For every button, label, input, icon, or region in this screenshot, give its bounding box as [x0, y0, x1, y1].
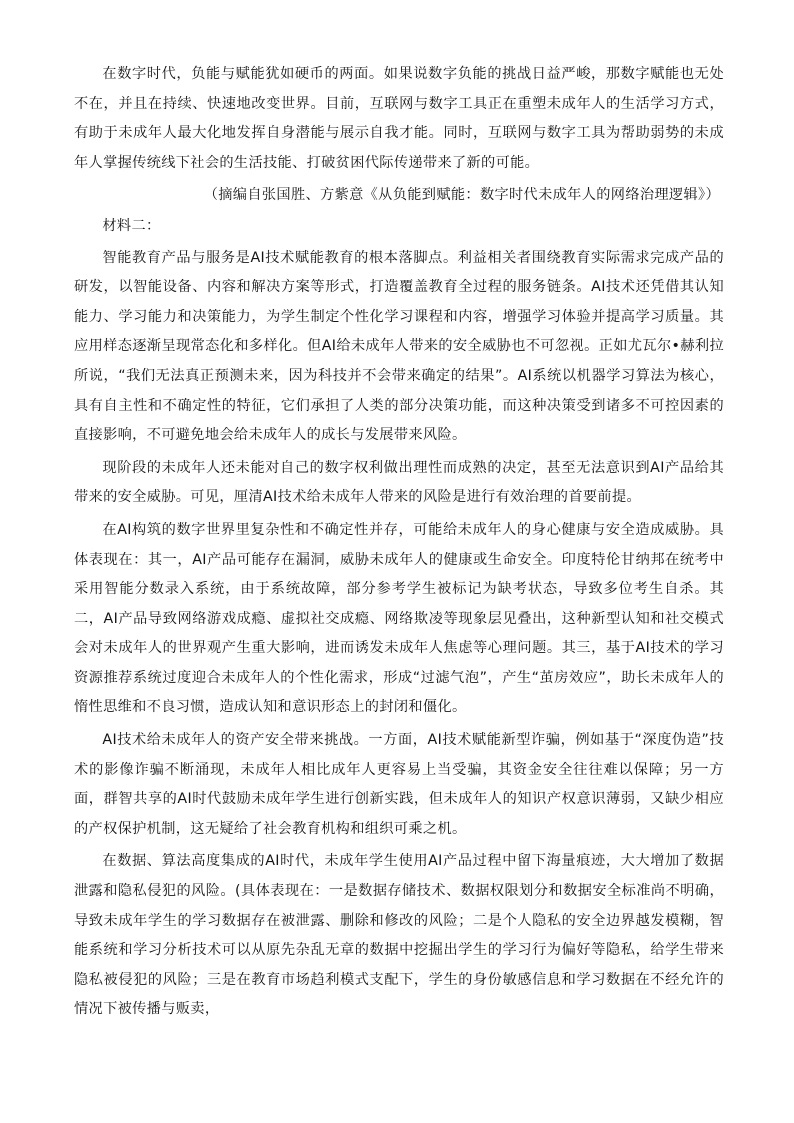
material-two-heading: 材料二：: [102, 217, 161, 234]
paragraph-ai-privacy-risks: 在数据、算法高度集成的AI时代，未成年学生使用AI产品过程中留下海量痕迹，大大增加了数据泄露和隐私侵犯的风险。(具体表现在：一是数据存储技术、数据权限划分和数据安全标准尚不明确，导致未成年学生的学习数据存在被泄露、删除和修改的风险；二是个人隐私的安全边界越发模糊，智能系统和学习分析技术可以从原先杂乱无章的数据中挖掘出学生的学习行为偏好等隐私，给学生带来隐私被侵犯的风险；三是在教育市场趋利模式支配下，学生的身份敏感信息和学习数据在不经允许的情况下被传播与贩卖，: [74, 853, 724, 1018]
paragraph-digital-empowerment: 在数字时代，负能与赋能犹如硬币的两面。如果说数字负能的挑战日益严峻，那数字赋能也无处不在，并且在持续、快速地改变世界。目前，互联网与数字工具正在重塑未成年人的生活学习方式，有助于未成年人最大化地发挥自身潜能与展示自我才能。同时，互联网与数字工具为帮助弱势的未成年人掌握传统线下社会的生活技能、打破贫困代际传递带来了新的可能。: [74, 66, 724, 171]
paragraph-minors-digital-rights: 现阶段的未成年人还未能对自己的数字权利做出理性而成熟的决定，甚至无法意识到AI产品给其带来的安全威胁。可见，厘清AI技术给未成年人带来的风险是进行有效治理的首要前提。: [74, 459, 724, 506]
paragraph-ai-education-products: 智能教育产品与服务是AI技术赋能教育的根本落脚点。利益相关者围绕教育实际需求完成产品的研发，以智能设备、内容和解决方案等形式，打造覆盖教育全过程的服务链条。AI技术还凭借其认知能力、学习能力和决策能力，为学生制定个性化学习课程和内容，增强学习体验并提高学习质量。其应用样态逐渐呈现常态化和多样化。但AI给未成年人带来的安全威胁也不可忽视。正如尤瓦尔•赫利拉所说，“我们无法真正预测未来，因为科技并不会带来确定的结果”。AI系统以机器学习算法为核心，具有自主性和不确定性的特征，它们承担了人类的部分决策功能，而这种决策受到诸多不可控因素的直接影响，不可避免地会给未成年人的成长与发展带来风险。: [74, 249, 724, 444]
paragraph-ai-asset-risks: AI技术给未成年人的资产安全带来挑战。一方面，AI技术赋能新型诈骗，例如基于“深度伪造”技术的影像诈骗不断涌现，未成年人相比成年人更容易上当受骗，其资金安全往往难以保障；另一方面，群智共享的AI时代鼓励未成年学生进行创新实践，但未成年人的知识产权意识薄弱，又缺少相应的产权保护机制，这无疑给了社会教育机构和组织可乘之机。: [74, 732, 724, 837]
document-page: [74, 60, 724, 1025]
source-citation: （摘编自张国胜、方紫意《从负能到赋能：数字时代未成年人的网络治理逻辑》）: [203, 187, 720, 204]
paragraph-ai-health-risks: 在AI构筑的数字世界里复杂性和不确定性并存，可能给未成年人的身心健康与安全造成威胁。具体表现在：其一，AI产品可能存在漏洞，威胁未成年人的健康或生命安全。印度特伦甘纳邦在统考中采用智能分数录入系统，由于系统故障，部分参考学生被标记为缺考状态，导致多位考生自杀。其二，AI产品导致网络游戏成瘾、虚拟社交成瘾、网络欺凌等现象层见叠出，这种新型认知和社交模式会对未成年人的世界观产生重大影响，进而诱发未成年人焦虑等心理问题。其三，基于AI技术的学习资源推荐系统过度迎合未成年人的个性化需求，形成“过滤气泡”，产生“茧房效应”，助长未成年人的惰性思维和不良习惯，造成认知和意识形态上的封闭和僵化。: [74, 521, 724, 716]
